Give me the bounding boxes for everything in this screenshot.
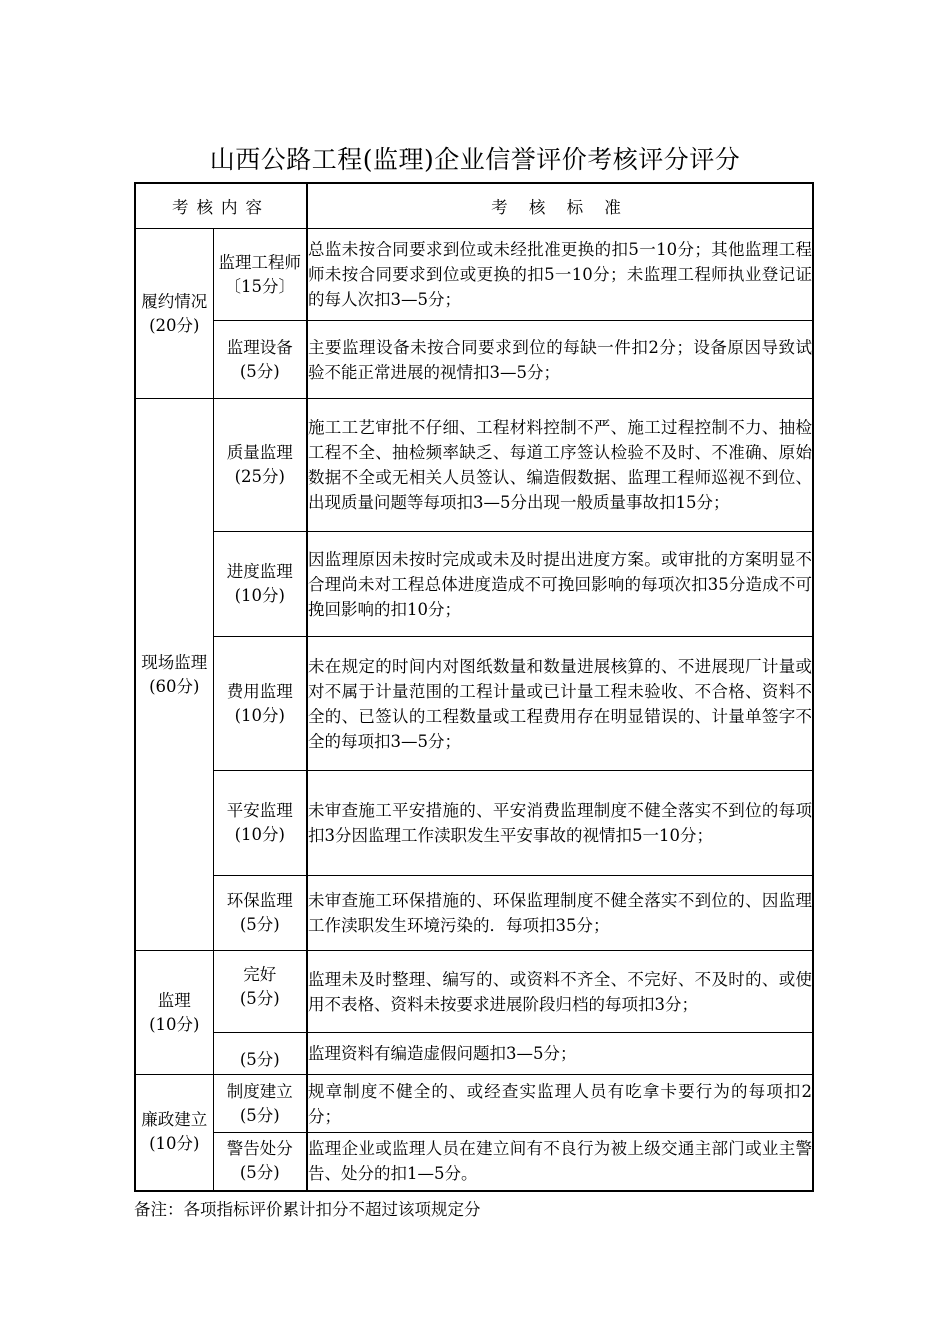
evaluation-table [134,182,814,1192]
subitem-cell: (5分) [213,1033,307,1075]
subitem-cell: 平安监理 (10分) [213,771,307,876]
standard-cell: 因监理原因未按时完成或未及时提出进度方案。或审批的方案明显不合理尚未对工程总体进度造成不可挽回影响的每项次扣35分造成不可挽回影响的扣10分； [307,532,813,637]
table-row [135,1033,813,1075]
standard-cell: 监理资料有编造虚假问题扣3—5分； [307,1033,813,1075]
category-cell: 廉政建立 (10分) [135,1075,213,1191]
subitem-cell: 监理工程师〔15分〕 [213,229,307,321]
subitem-cell: 完好 (5分) [213,951,307,1033]
table-row [135,876,813,951]
subitem-cell: 进度监理 (10分) [213,532,307,637]
header-standard: 考 核 标 准 [307,183,813,229]
standard-cell: 监理企业或监理人员在建立间有不良行为被上级交通主部门或业主警告、处分的扣1—5分。 [307,1133,813,1191]
standard-cell: 主要监理设备未按合同要求到位的每缺一件扣2分；设备原因导致试验不能正常进展的视情扣3—5分； [307,321,813,399]
table-row [135,1133,813,1191]
table-row [135,532,813,637]
category-cell: 监理 (10分) [135,951,213,1075]
subitem-cell: 制度建立 (5分) [213,1075,307,1133]
table-row [135,321,813,399]
subitem-cell: 监理设备 (5分) [213,321,307,399]
standard-cell: 施工工艺审批不仔细、工程材料控制不严、施工过程控制不力、抽检工程不全、抽检频率缺乏、每道工序签认检验不及时、不准确、原始数据不全或无相关人员签认、编造假数据、监理工程师巡视不到位、出现质量问题等每项扣3—5分出现一般质量事故扣15分； [307,399,813,532]
standard-cell: 规章制度不健全的、或经查实监理人员有吃拿卡要行为的每项扣2分； [307,1075,813,1133]
table-row [135,771,813,876]
standard-cell: 未在规定的时间内对图纸数量和数量进展核算的、不进展现厂计量或对不属于计量范围的工程计量或已计量工程未验收、不合格、资料不全的、已签认的工程数量或工程费用存在明显错误的、计量单签字不全的每项扣3—5分； [307,637,813,771]
page-title: 山西公路工程(监理)企业信誉评价考核评分评分 [209,145,741,174]
header-content: 考核内容 [135,183,307,229]
standard-cell: 未审查施工平安措施的、平安消费监理制度不健全落实不到位的每项扣3分因监理工作渎职发生平安事故的视情扣5一10分； [307,771,813,876]
subitem-cell: 环保监理 (5分) [213,876,307,951]
table-row [135,229,813,321]
standard-cell: 总监未按合同要求到位或未经批准更换的扣5一10分；其他监理工程师未按合同要求到位或更换的扣5一10分；未监理工程师执业登记证的每人次扣3—5分； [307,229,813,321]
table-header-row [135,183,813,229]
subitem-cell: 质量监理 (25分) [213,399,307,532]
table-row [135,951,813,1033]
subitem-cell: 警告处分 (5分) [213,1133,307,1191]
category-cell: 履约情况 (20分) [135,229,213,399]
table-row [135,637,813,771]
standard-cell: 未审查施工环保措施的、环保监理制度不健全落实不到位的、因监理工作渎职发生环境污染的．每项扣35分； [307,876,813,951]
footnote: 备注：各项指标评价累计扣分不超过该项规定分 [134,1200,481,1219]
table-row [135,1075,813,1133]
standard-cell: 监理未及时整理、编写的、或资料不齐全、不完好、不及时的、或使用不表格、资料未按要求进展阶段归档的每项扣3分； [307,951,813,1033]
table-row [135,399,813,532]
subitem-cell: 费用监理 (10分) [213,637,307,771]
category-cell: 现场监理 (60分) [135,399,213,951]
